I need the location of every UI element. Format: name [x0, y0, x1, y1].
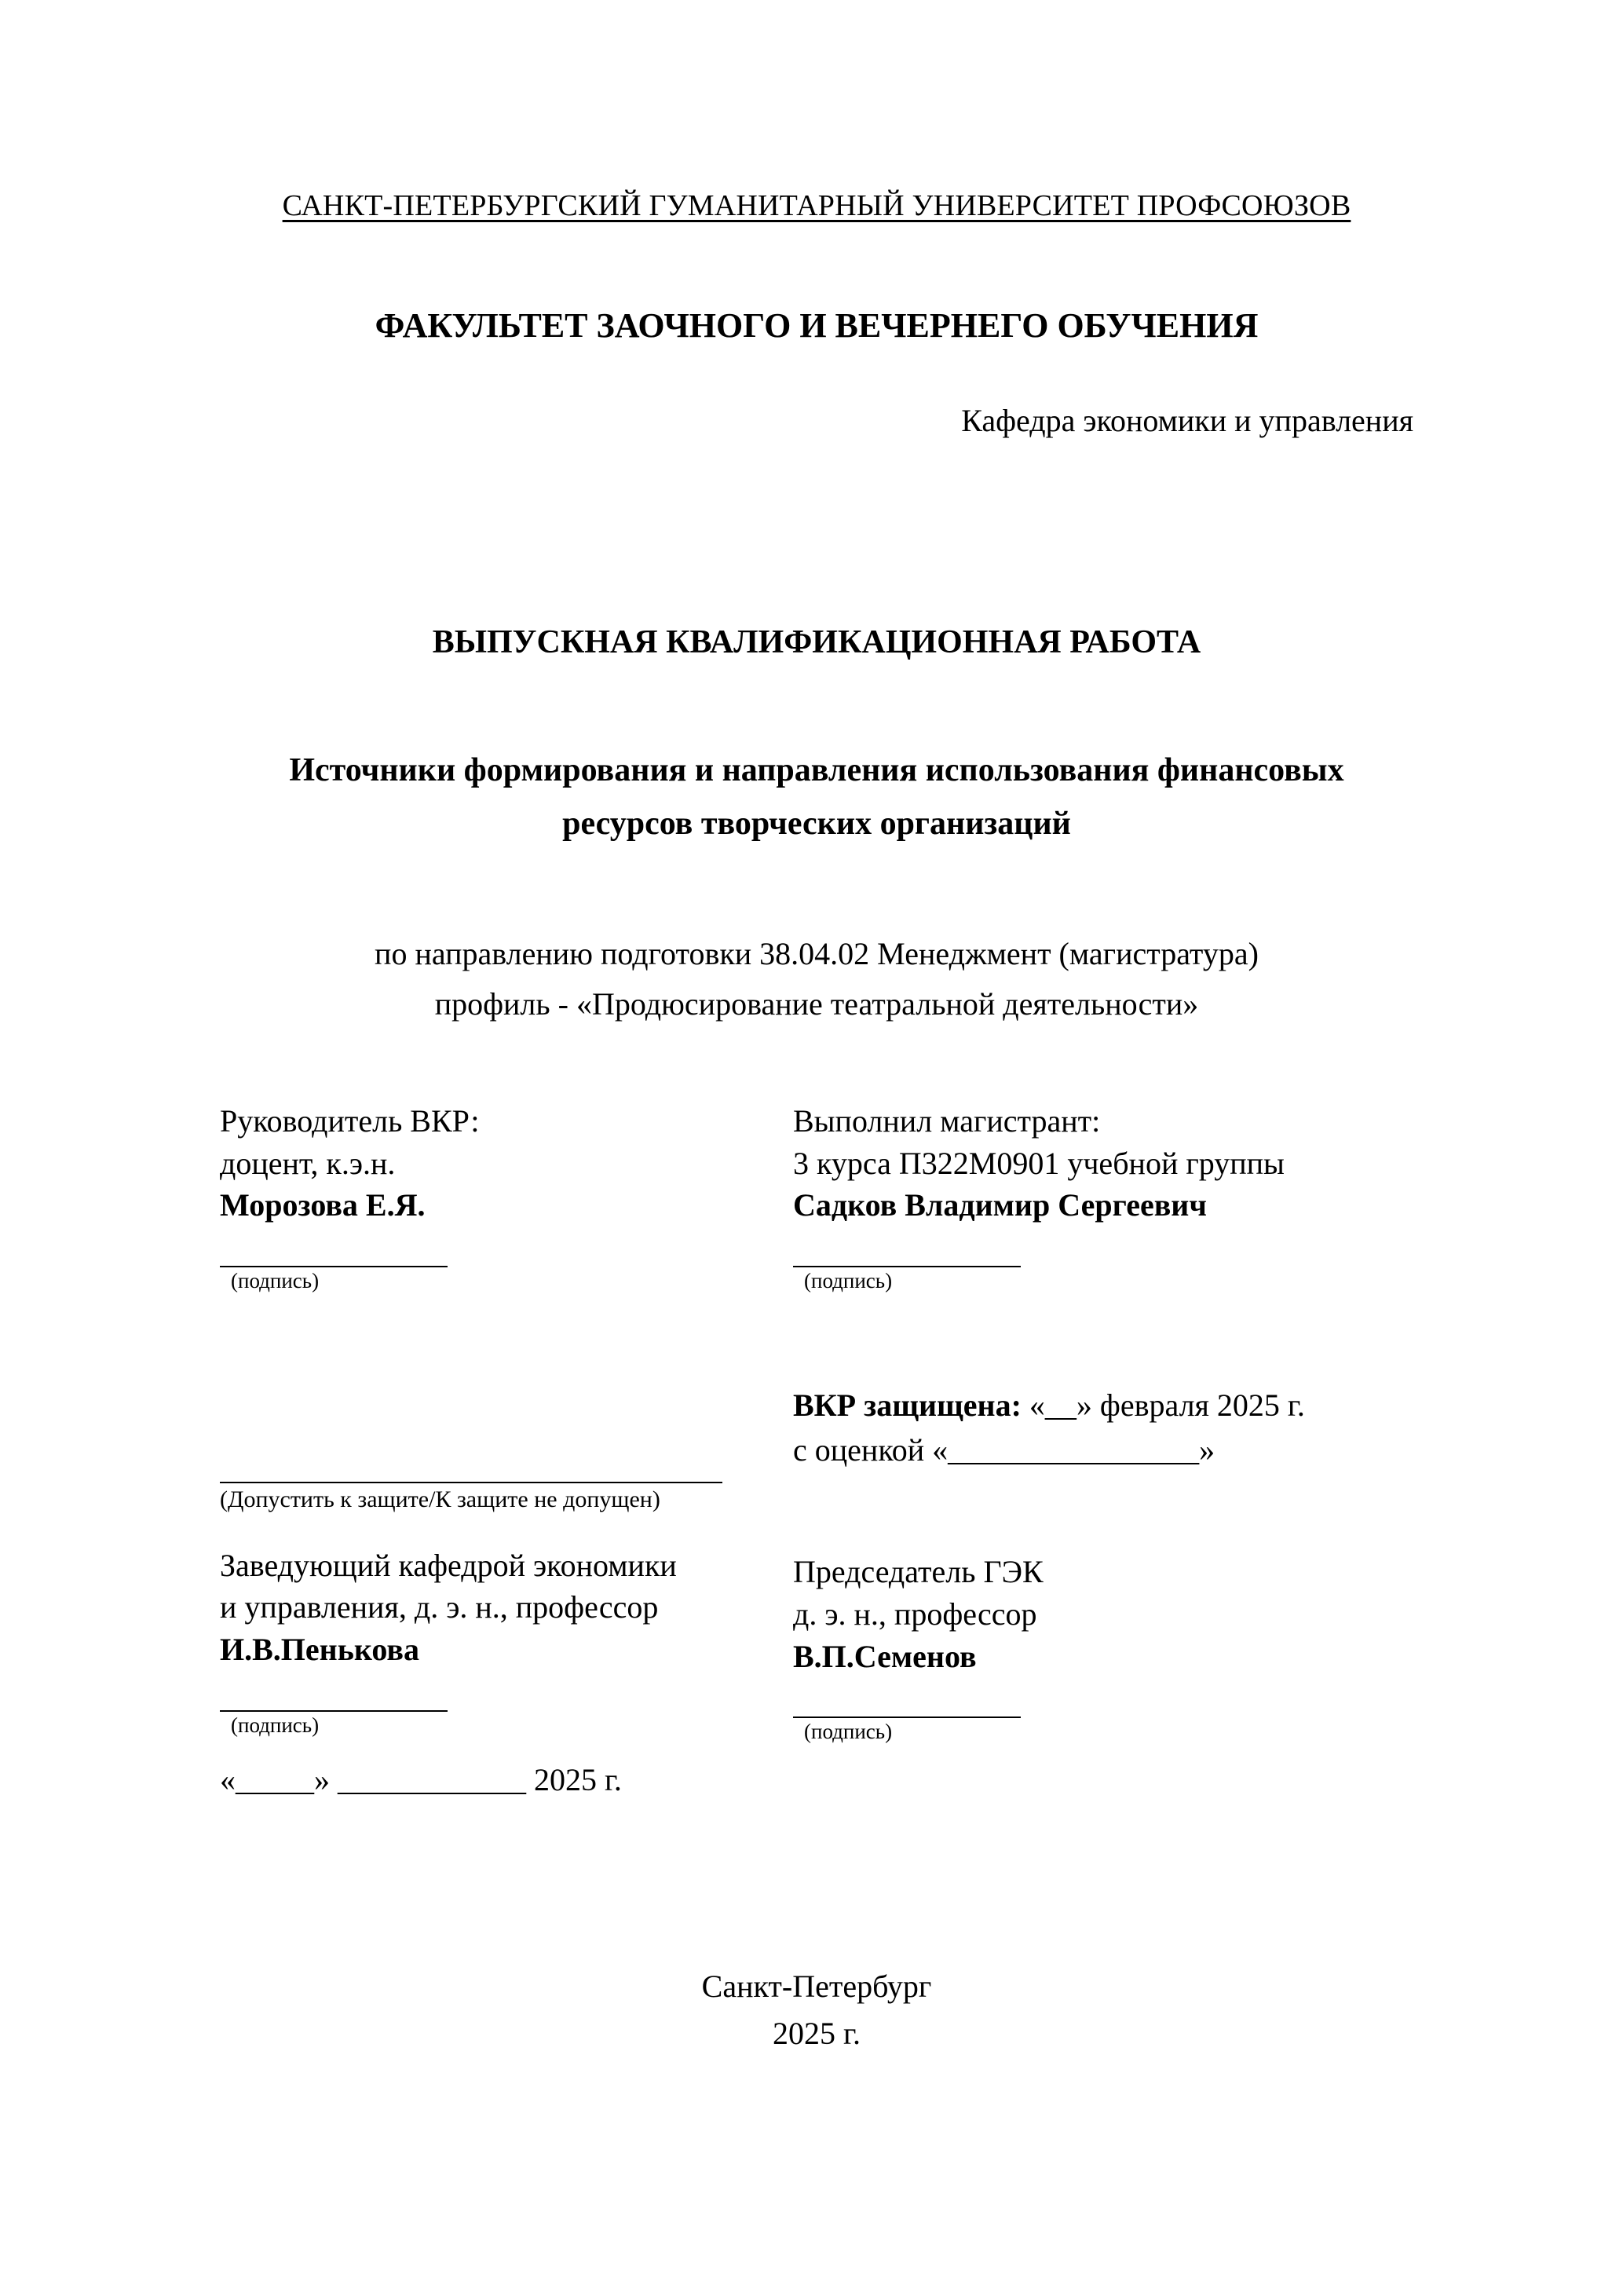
study-direction-line-2: профиль - «Продюсирование театральной деятельности»	[434, 986, 1199, 1022]
head-signature-caption: (подпись)	[231, 1713, 320, 1737]
gek-signature-caption: (подпись)	[804, 1720, 893, 1744]
admission-line	[220, 1474, 722, 1483]
defense-grade-prefix: с оценкой «	[793, 1431, 949, 1468]
study-direction-line-1: по направлению подготовки 38.04.02 Менеджмент (магистратура)	[375, 936, 1259, 972]
student-role: Выполнил магистрант:	[793, 1103, 1101, 1139]
thesis-title-line-1: Источники формирования и направления использования финансовых	[289, 752, 1344, 788]
thesis-title	[212, 744, 1421, 850]
city-and-year	[212, 1963, 1421, 2057]
head-role-line-1: Заведующий кафедрой экономики	[220, 1547, 677, 1583]
year: 2025 г.	[773, 2016, 861, 2051]
student-signature-caption: (подпись)	[804, 1268, 893, 1292]
thesis-title-line-2: ресурсов творческих организаций	[562, 806, 1071, 843]
university-name-text: САНКТ-ПЕТЕРБУРГСКИЙ ГУМАНИТАРНЫЙ УНИВЕРСИТЕТ ПРОФСОЮЗОВ	[282, 189, 1351, 222]
head-name: И.В.Пенькова	[220, 1632, 419, 1668]
supervisor-name: Морозова Е.Я.	[220, 1187, 426, 1223]
defense-grade-suffix: »	[1199, 1431, 1215, 1468]
supervisor-block	[220, 1100, 769, 1798]
gek-name: В.П.Семенов	[793, 1638, 977, 1674]
supervisor-role: Руководитель ВКР:	[220, 1103, 480, 1139]
supervisor-degree: доцент, к.э.н.	[220, 1145, 396, 1181]
faculty-name: ФАКУЛЬТЕТ ЗАОЧНОГО И ВЕЧЕРНЕГО ОБУЧЕНИЯ	[375, 306, 1259, 345]
head-date-line: «_____» ____________ 2025 г.	[220, 1761, 622, 1797]
defense-date: «__» февраля 2025 г.	[1029, 1387, 1305, 1423]
defense-grade-row	[793, 1428, 1421, 1473]
study-direction	[212, 929, 1421, 1029]
supervisor-signature-caption: (подпись)	[231, 1268, 320, 1292]
defense-date-row	[793, 1384, 1421, 1428]
city-name: Санкт-Петербург	[701, 1969, 932, 2004]
student-group: 3 курса П322М0901 учебной группы	[793, 1145, 1285, 1181]
defense-label: ВКР защищена:	[793, 1387, 1022, 1423]
gek-degree: д. э. н., профессор	[793, 1596, 1037, 1632]
student-block	[793, 1100, 1421, 1744]
student-signature-line	[793, 1231, 1021, 1267]
head-role-line-2: и управления, д. э. н., профессор	[220, 1589, 659, 1625]
admission-caption: (Допустить к защите/К защите не допущен)	[220, 1486, 660, 1512]
signatures-block	[212, 1100, 1421, 1807]
head-signature-line	[220, 1676, 448, 1712]
university-name	[212, 188, 1421, 223]
work-type-heading: ВЫПУСКНАЯ КВАЛИФИКАЦИОННАЯ РАБОТА	[432, 624, 1201, 660]
gek-role: Председатель ГЭК	[793, 1554, 1044, 1590]
student-name: Садков Владимир Сергеевич	[793, 1187, 1207, 1223]
page-content	[212, 0, 1421, 1807]
department-name: Кафедра экономики и управления	[961, 403, 1413, 438]
supervisor-signature-line	[220, 1231, 448, 1267]
defense-grade-blank: ________________	[948, 1431, 1200, 1468]
gek-signature-line	[793, 1682, 1021, 1718]
